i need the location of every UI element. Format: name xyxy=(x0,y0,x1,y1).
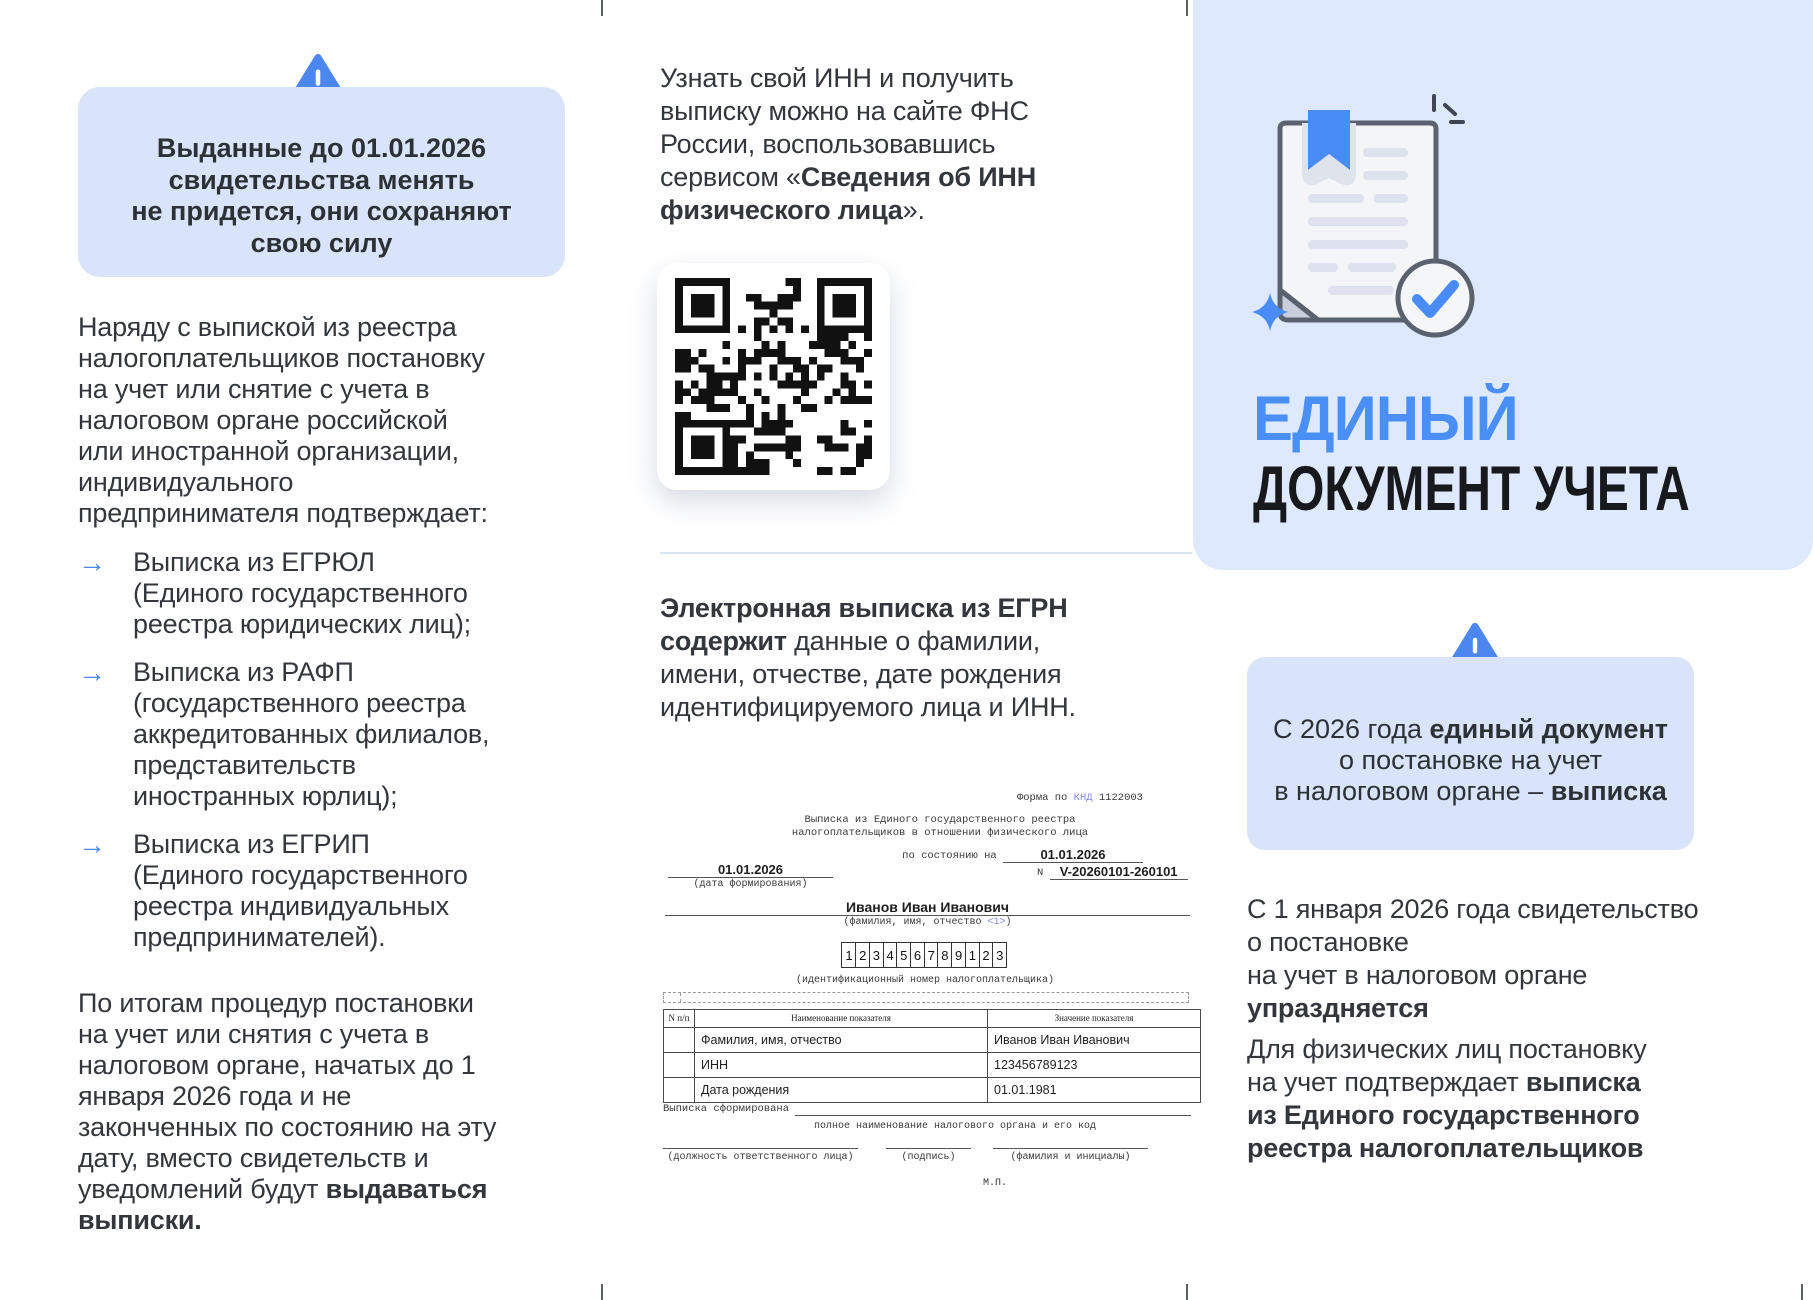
fold-mark-icon xyxy=(1186,1284,1188,1300)
right-alert-text: С 2026 года единый документ о постановке на учет в налоговом органе – выписка xyxy=(1272,714,1669,806)
form-fio-block: Иванов Иван Иванович (фамилия, имя, отчество <1>) xyxy=(665,900,1190,929)
inn-digit-cell: 7 xyxy=(924,942,939,968)
left-alert-box xyxy=(78,87,565,277)
form-inn-boxes xyxy=(655,942,1195,968)
inn-digit-cell: 8 xyxy=(937,942,952,968)
list-item-text: Выписка из ЕГРЮЛ (Единого государственного реестра юридических лиц); xyxy=(133,547,471,639)
form-sign-name: (фамилия и инициалы) xyxy=(993,1148,1148,1164)
left-outro-paragraph: По итогам процедур постановки на учет или снятия с учета в налоговом органе, начатых до 1 января 2026 года и не законченных по состоянию на эту дату, вместо свидетельств и уведомлений будут выдаваться выписки. xyxy=(78,988,497,1235)
form-code-prefix: Форма по xyxy=(1016,792,1074,804)
left-intro-paragraph: Наряду с выпиской из реестра налогоплательщиков постановку на учет или снятие с учета в налоговом органе российской или иностранной организации, индивидуального предпринимателя подтверждает: xyxy=(78,312,488,528)
middle-divider xyxy=(660,552,1192,554)
inn-digit-cell: 9 xyxy=(951,942,966,968)
arrow-icon: → xyxy=(78,547,106,578)
form-stamp-label: М.П. xyxy=(982,1178,1007,1189)
form-code-knd: КНД xyxy=(1073,792,1093,804)
fold-mark-icon xyxy=(601,0,603,16)
arrow-icon: → xyxy=(78,657,106,688)
form-signature-row xyxy=(663,1148,1173,1164)
tax-form-mockup xyxy=(655,790,1195,1195)
form-title: Выписка из Единого государственного реестра налогоплательщиков в отношении физического лица xyxy=(791,814,1089,839)
form-formed-row xyxy=(663,1102,1191,1116)
form-as-of-row xyxy=(655,847,1143,863)
form-code xyxy=(655,792,1143,805)
form-date-caption: (дата формирования) xyxy=(693,879,808,890)
qr-code xyxy=(675,278,872,475)
form-as-of-label: по состоянию на xyxy=(902,850,997,862)
right-alert-box xyxy=(1247,657,1694,850)
fold-mark-icon xyxy=(1186,0,1188,16)
form-fio-value: Иванов Иван Иванович xyxy=(665,900,1190,916)
left-alert-text: Выданные до 01.01.2026 свидетельства менять не придется, они сохраняют свою силу xyxy=(131,133,512,258)
badge-circle xyxy=(1398,261,1472,335)
table-row: Фамилия, имя, отчество Иванов Иван Иванович xyxy=(664,1028,1201,1053)
fold-mark-icon xyxy=(1801,1284,1803,1300)
inn-digit-cell: 1 xyxy=(965,942,980,968)
fold-mark-icon xyxy=(601,1284,603,1300)
shine-icon xyxy=(1434,96,1463,122)
form-dashed-strip xyxy=(663,992,1189,1003)
form-date-value: 01.01.2026 xyxy=(668,862,833,878)
form-number-label: N xyxy=(1037,867,1044,879)
form-sign-signature: (подпись) xyxy=(886,1148,971,1164)
form-as-of-value: 01.01.2026 xyxy=(1003,847,1143,863)
list-item-text: Выписка из ЕГРИП (Единого государственного реестра индивидуальных предпринимателей). xyxy=(133,829,468,952)
table-row: Дата рождения 01.01.1981 xyxy=(664,1078,1201,1103)
inn-digit-cell: 3 xyxy=(992,942,1007,968)
document-check-illustration xyxy=(1250,60,1510,350)
inn-digit-cell: 2 xyxy=(979,942,994,968)
list-item-text: Выписка из РАФП (государственного реестра аккредитованных филиалов, представительств иностранных юрлиц); xyxy=(133,657,490,811)
form-date-block xyxy=(668,862,833,891)
cover-title-line2: ДОКУМЕНТ УЧЕТА xyxy=(1253,454,1690,524)
inn-digit-cell: 5 xyxy=(896,942,911,968)
list-item xyxy=(78,829,583,953)
right-paragraph-1: С 1 января 2026 года свидетельство о постановке на учет в налоговом органе упраздняется xyxy=(1247,894,1699,1023)
form-formed-caption: полное наименование налогового органа и его код xyxy=(813,1121,1097,1132)
arrow-icon: → xyxy=(78,829,106,860)
form-number-value: V-20260101-260101 xyxy=(1050,864,1188,880)
form-code-number: 1122003 xyxy=(1092,792,1143,804)
table-row: ИНН 123456789123 xyxy=(664,1053,1201,1078)
middle-top-paragraph: Узнать свой ИНН и получить выписку можно на сайте ФНС России, воспользовавшись сервисом «Сведения об ИНН физического лица». xyxy=(660,63,1037,225)
cover-title-line1: ЕДИНЫЙ xyxy=(1253,384,1518,454)
inn-digit-cell: 3 xyxy=(869,942,884,968)
form-table: N п/п Наименование показателя Значение показателя Фамилия, имя, отчество Иванов Иван Иванович ИНН 123456789123 Дата рождения 01.01.1981 xyxy=(663,1009,1201,1103)
form-number-block xyxy=(1037,864,1188,880)
inn-digit-cell: 4 xyxy=(883,942,898,968)
qr-card xyxy=(657,263,890,490)
inn-digit-cell: 2 xyxy=(855,942,870,968)
form-formed-label: Выписка сформирована xyxy=(663,1103,790,1115)
form-inn-caption: (идентификационный номер налогоплательщика) xyxy=(795,975,1055,986)
middle-egrn-paragraph: Электронная выписка из ЕГРН содержит данные о фамилии, имени, отчестве, дате рождения идентифицируемого лица и ИНН. xyxy=(660,593,1076,722)
inn-digit-cell: 1 xyxy=(841,942,856,968)
list-item xyxy=(78,657,583,812)
inn-digit-cell: 6 xyxy=(910,942,925,968)
right-paragraph-2: Для физических лиц постановку на учет подтверждает выписка из Единого государственного реестра налогоплательщиков xyxy=(1247,1034,1647,1163)
list-item xyxy=(78,547,583,640)
form-sign-position: (должность ответственного лица) xyxy=(663,1148,858,1164)
left-bullet-list xyxy=(78,547,583,970)
